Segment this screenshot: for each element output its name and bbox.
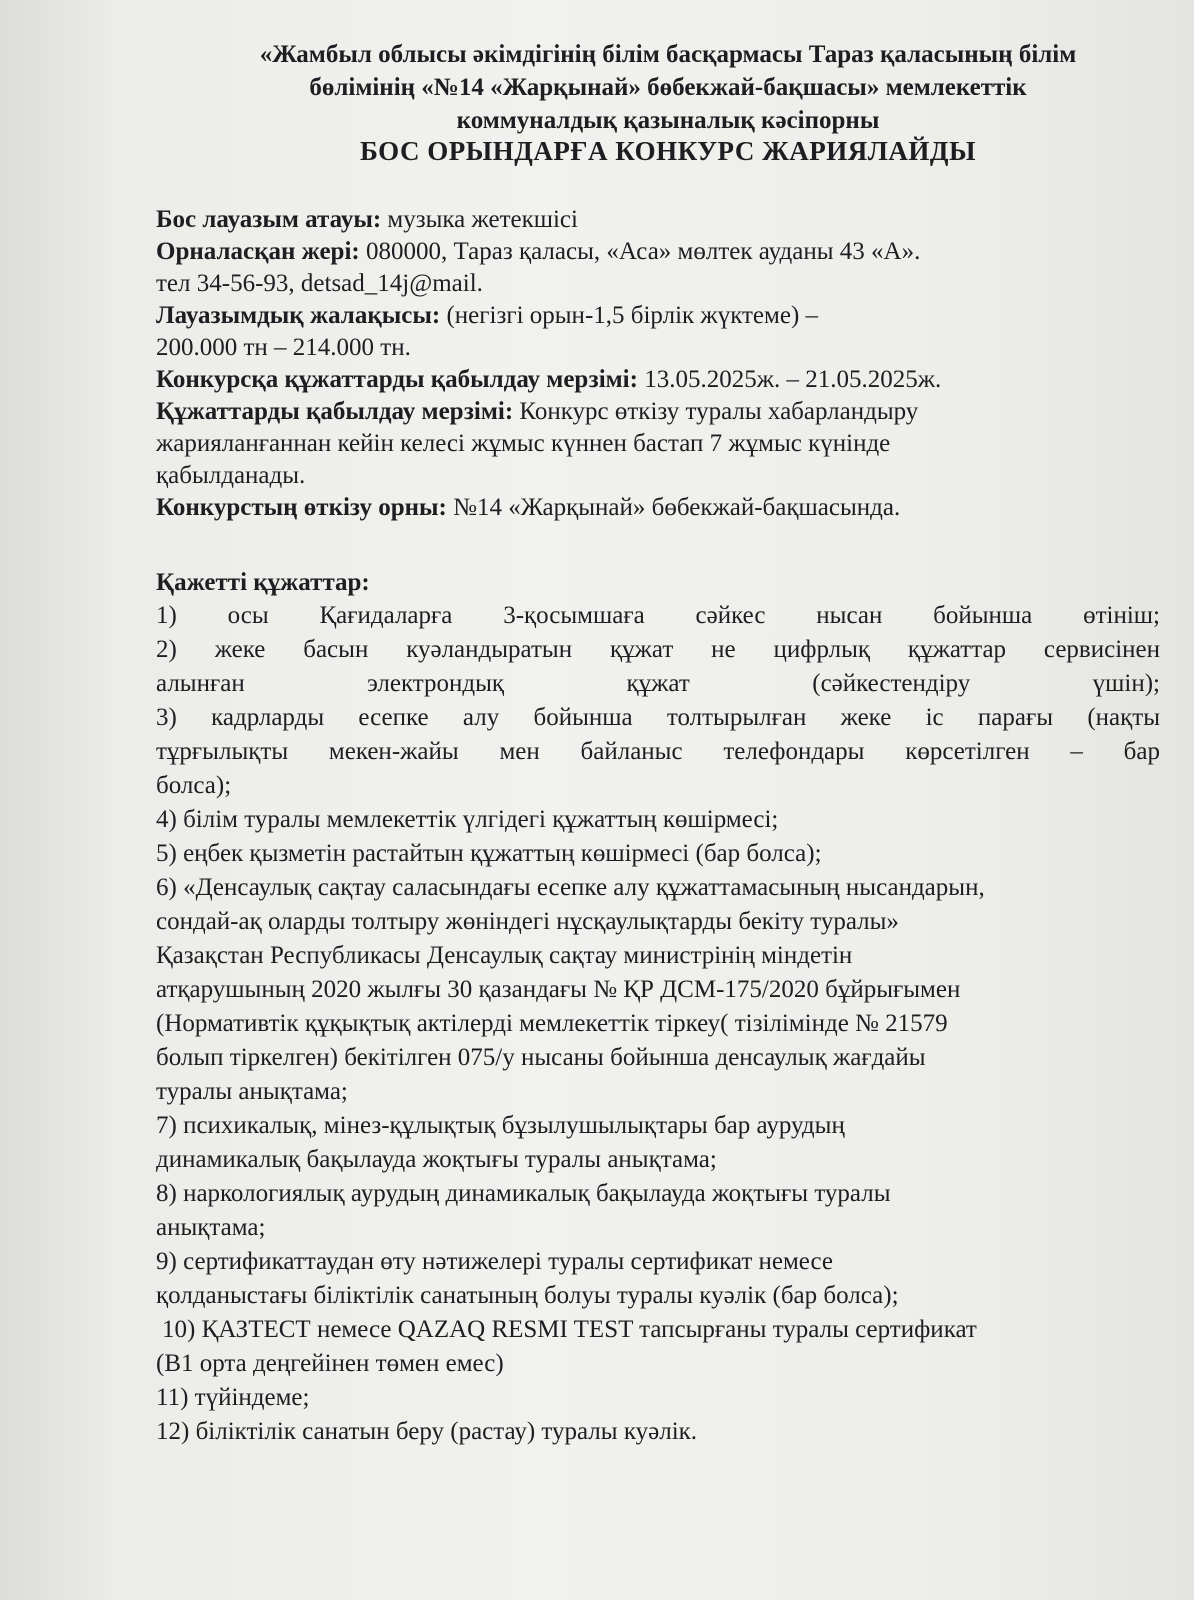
location-label: Орналасқан жері: (156, 238, 360, 265)
location-value: 080000, Тараз қаласы, «Аса» мөлтек ауданы 43 «А». (359, 238, 921, 265)
document-header (186, 38, 1150, 168)
deadline-row (156, 364, 1160, 396)
acceptance-line-3: қабылданады. (156, 462, 306, 489)
required-docs-title: Қажетті құжаттар: (156, 569, 370, 596)
list-item: 4) білім туралы мемлекеттік үлгідегі құжаттың көшірмесі; (156, 806, 779, 833)
salary-range: 200.000 тн – 214.000 тн. (156, 334, 411, 361)
list-item: 2) жеке басын куәландыратын құжат не цифрлық құжаттар сервисінен (156, 636, 1160, 663)
list-item: (В1 орта деңгейінен төмен емес) (156, 1350, 504, 1377)
list-item: (Нормативтік құқықтық актілерді мемлекеттік тіркеу( тізілімінде № 21579 (156, 1010, 948, 1037)
header-line-2: бөлімінің «№14 «Жарқынай» бөбекжай-бақшасы» мемлекеттік (309, 74, 1027, 101)
list-item: алынған электрондық құжат (сәйкестендіру үшін); (156, 670, 1160, 697)
section-spacer (156, 524, 1160, 567)
required-docs-list (156, 599, 1160, 1449)
list-item: 9) сертификаттаудан өту нәтижелері туралы сертификат немесе (156, 1248, 834, 1275)
acceptance-row (156, 396, 1160, 428)
list-item: қолданыстағы біліктілік санатының болуы туралы куәлік (бар болса); (156, 1282, 899, 1309)
venue-value: №14 «Жарқынай» бөбекжай-бақшасында. (446, 494, 901, 521)
list-item: 1) осы Қағидаларға 3-қосымшаға сәйкес нысан бойынша өтініш; (156, 602, 1160, 629)
list-item: динамикалық бақылауда жоқтығы туралы анықтама; (156, 1146, 717, 1173)
deadline-label: Конкурсқа құжаттарды қабылдау мерзімі: (156, 366, 638, 393)
list-item: 7) психикалық, мінез-құлықтық бұзылушылықтары бар аурудың (156, 1112, 845, 1139)
position-label: Бос лауазым атауы: (156, 206, 382, 233)
list-item: 12) біліктілік санатын беру (растау) туралы куәлік. (156, 1418, 698, 1445)
list-item: тұрғылықты мекен-жайы мен байланыс телефондары көрсетілген – бар (156, 738, 1160, 765)
salary-value: (негізгі орын-1,5 бірлік жүктеме) – (440, 302, 819, 329)
list-item: Қазақстан Республикасы Денсаулық сақтау министрінің міндетін (156, 942, 853, 969)
list-item: анықтама; (156, 1214, 266, 1241)
list-item: 6) «Денсаулық сақтау саласындағы есепке алу құжаттамасының нысандарын, (156, 874, 985, 901)
list-item: болып тіркелген) бекітілген 075/у нысаны бойынша денсаулық жағдайы (156, 1044, 926, 1071)
list-item: атқарушының 2020 жылғы 30 қазандағы № ҚР ДСМ-175/2020 бұйрығымен (156, 976, 961, 1003)
list-item: 10) ҚАЗТЕСТ немесе QAZAQ RESMI TEST тапсырғаны туралы сертификат (162, 1316, 977, 1343)
list-item: 3) кадрларды есепке алу бойынша толтырылған жеке іс парағы (нақты (156, 704, 1160, 731)
salary-label: Лауазымдық жалақысы: (156, 302, 441, 329)
acceptance-line-2: жарияланғаннан кейін келесі жұмыс күннен бастап 7 жұмыс күнінде (156, 430, 891, 457)
venue-label: Конкурстың өткізу орны: (156, 494, 447, 521)
list-item: сондай-ақ оларды толтыру жөніндегі нұсқаулықтарды бекіту туралы» (156, 908, 899, 935)
header-line-1: «Жамбыл облысы әкімдігінің білім басқармасы Тараз қаласының білім (259, 41, 1077, 68)
list-item: туралы анықтама; (156, 1078, 348, 1105)
venue-row (156, 492, 1160, 524)
position-value: музыка жетекшісі (381, 206, 578, 233)
list-item: 8) наркологиялық аурудың динамикалық бақылауда жоқтығы туралы (156, 1180, 891, 1207)
header-line-3: коммуналдық қазыналық кәсіпорны (456, 107, 880, 134)
vacancy-info (156, 204, 1160, 1449)
contacts-row: тел 34-56-93, detsad_14j@mail. (156, 270, 483, 297)
acceptance-value: Конкурс өткізу туралы хабарландыру (513, 398, 919, 425)
deadline-value: 13.05.2025ж. – 21.05.2025ж. (637, 366, 942, 393)
list-item: болса); (156, 772, 232, 799)
acceptance-label: Құжаттарды қабылдау мерзімі: (156, 398, 514, 425)
list-item: 11) түйіндеме; (156, 1384, 310, 1411)
salary-row (156, 300, 1160, 332)
document-title: БОС ОРЫНДАРҒА КОНКУРС ЖАРИЯЛАЙДЫ (360, 136, 976, 166)
list-item: 5) еңбек қызметін растайтын құжаттың көшірмесі (бар болса); (156, 840, 822, 867)
position-row (156, 204, 1160, 236)
location-row (156, 236, 1160, 268)
